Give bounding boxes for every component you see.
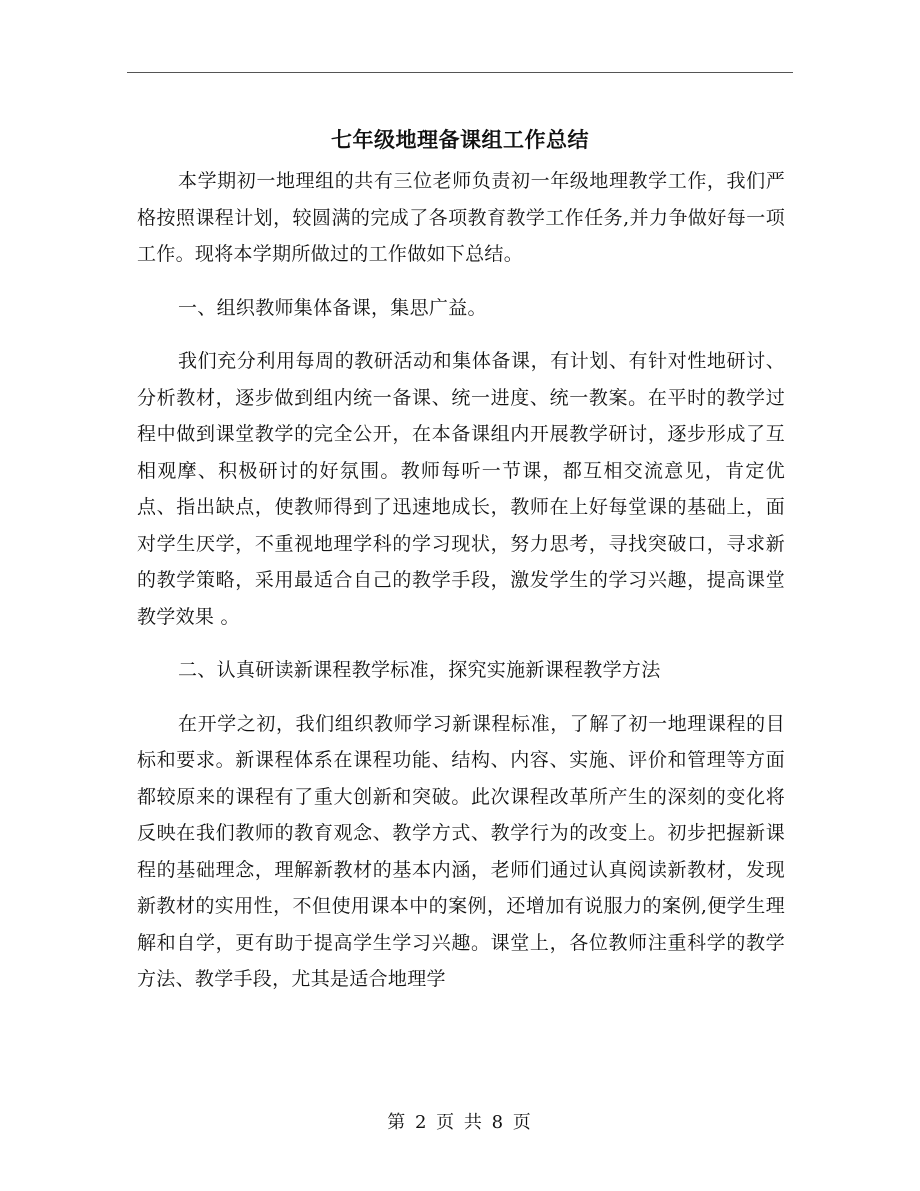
- document-title: 七年级地理备课组工作总结: [331, 127, 589, 153]
- section-heading-2: 二、认真研读新课程教学标准，探究实施新课程教学方法: [178, 659, 661, 681]
- section-2-paragraph: 在开学之初，我们组织教师学习新课程标准，了解了初一地理课程的目标和要求。新课程体系在课程功能、结构、内容、实施、评价和管理等方面都较原来的课程有了重大创新和突破。此次课程改革所产生的深刻的变化将反映在我们教师的教育观念、教学方式、教学行为的改变上。初步把握新课程的基础理念，理解新教材的基本内涵，老师们通过认真阅读新教材，发现新教材的实用性，不但使用课本中的案例，还增加有说服力的案例,便学生理解和自学，更有助于提高学生学习兴趣。课堂上，各位教师注重科学的教学方法、教学手段，尤其是适合地理学: [137, 712, 785, 990]
- section-1-paragraph: 我们充分利用每周的教研活动和集体备课，有计划、有针对性地研讨、分析教材，逐步做到组内统一备课、统一进度、统一教案。在平时的教学过程中做到课堂教学的完全公开，在本备课组内开展教学研讨，逐步形成了互相观摩、积极研讨的好氛围。教师每听一节课，都互相交流意见，肯定优点、指出缺点，使教师得到了迅速地成长，教师在上好每堂课的基础上，面对学生厌学，不重视地理学科的学习现状，努力思考，寻找突破口，寻求新的教学策略，采用最适合自己的教学手段，激发学生的学习兴趣，提高课堂教学效果 。: [137, 350, 785, 628]
- header-rule: [127, 72, 793, 73]
- section-heading-1: 一、组织教师集体备课，集思广益。: [178, 296, 487, 319]
- intro-paragraph: 本学期初一地理组的共有三位老师负责初一年级地理教学工作，我们严格按照课程计划，较圆满的完成了各项教育教学工作任务,并力争做好每一项工作。现将本学期所做过的工作做如下总结。: [137, 170, 785, 265]
- page-number: 第 2 页 共 8 页: [387, 1112, 533, 1133]
- document-body: [137, 163, 785, 998]
